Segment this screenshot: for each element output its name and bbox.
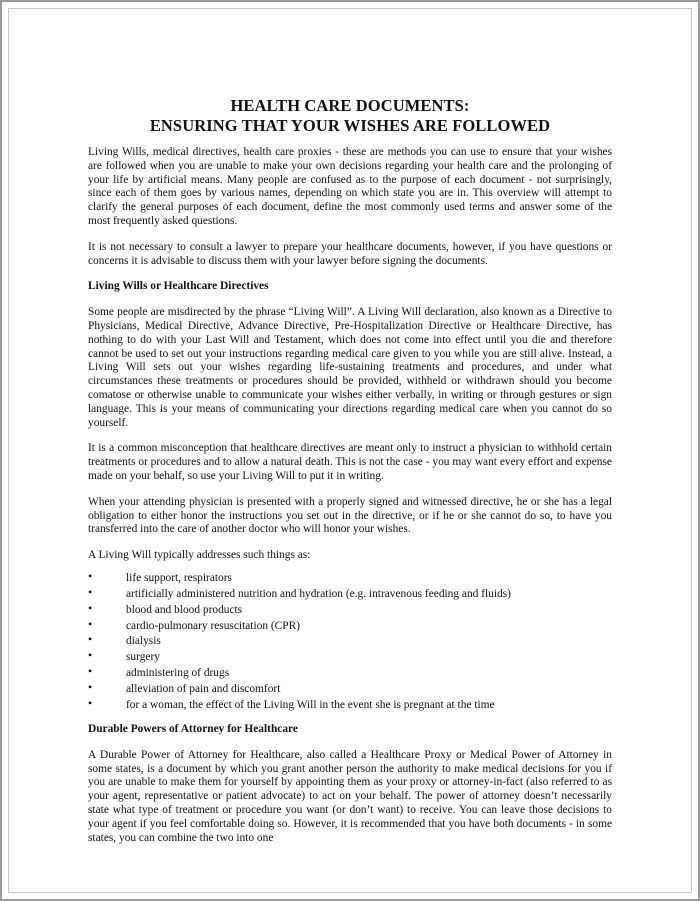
title-line-2: ENSURING THAT YOUR WISHES ARE FOLLOWED — [149, 116, 551, 135]
list-item — [88, 696, 612, 715]
bullet-icon: • — [88, 616, 93, 631]
section-heading-living-wills: Living Wills or Healthcare Directives — [88, 280, 269, 293]
list-item-text: dialysis — [126, 635, 161, 648]
title-line-1: HEALTH CARE DOCUMENTS: — [230, 96, 470, 115]
list-item — [88, 616, 612, 636]
intro-paragraph-1: Living Wills, medical directives, health care proxies - these are methods you can use to ensure that your wishes are followed when you are unable to make your own decisions regarding your health care and the prolonging of your life by artificial means. Many people are confused as to the purpose of each document - not surprisingly, since each of them goes by various names, depending on which state you are in. This overview will attempt to clarify the general purposes of each document, define the most commonly used terms and answer some of the most frequently asked questions. — [88, 146, 612, 227]
list-item — [88, 632, 612, 651]
durable-poa-paragraph-1: A Durable Power of Attorney for Healthcare, also called a Healthcare Proxy or Medical Power of Attorney in some states, is a document by which you grant another person the authority to make medical decisions for you if you are unable to make them for yourself by appointing them as your proxy or attorney-in-fact (also referred to as your agent, representative or patient advocate) to act on your behalf. The power of attorney doesn’t necessarily state what type of treatment or procedure you want (or don’t want) to receive. You can leave those decisions to your agent if you feel comfortable doing so. However, it is recommended that you have both documents - in some states, you can combine the two into one — [88, 748, 612, 844]
bullet-icon: • — [88, 696, 93, 711]
intro-paragraph-2: It is not necessary to consult a lawyer to prepare your healthcare documents, however, if you have questions or concerns it is advisable to discuss them with your lawyer before signing the documents. — [88, 240, 612, 267]
living-wills-paragraph-2: It is a common misconception that healthcare directives are meant only to instruct a physician to withhold certain treatments or procedures and to allow a natural death. This is not the case - you may want every effort and expense made on your behalf, so use your Living Will to put it in writing. — [88, 442, 612, 482]
document-page — [88, 96, 612, 845]
list-item — [88, 600, 612, 620]
list-item-text: administering of drugs — [126, 667, 230, 680]
bullet-icon: • — [88, 568, 93, 583]
list-item-text: blood and blood products — [126, 603, 243, 616]
document-title — [88, 96, 612, 136]
list-item — [88, 680, 612, 699]
list-item — [88, 664, 612, 683]
list-item-text: cardio-pulmonary resuscitation (CPR) — [126, 619, 300, 632]
living-wills-paragraph-1: Some people are misdirected by the phrase “Living Will”. A Living Will declaration, also known as a Directive to Physicians, Medical Directive, Advance Directive, Pre-Hospitalization Directive or Healthcare Directive, has nothing to do with your Last Will and Testament, which does not come into effect until you die and therefore cannot be used to set out your instructions regarding medical care given to you while you are still alive. Instead, a Living Will sets out your wishes regarding life-sustaining treatments and procedures, and under what circumstances these treatments or procedures should be provided, withheld or withdrawn should you become comatose or otherwise unable to communicate your wishes either verbally, in writing or through gestures or sign language. This is your means of communicating your directions regarding medical care when you cannot do so yourself. — [88, 306, 612, 429]
bullet-icon: • — [88, 648, 93, 663]
bullet-icon: • — [88, 680, 93, 695]
list-item — [88, 584, 612, 604]
list-item — [88, 568, 612, 588]
list-item-text: surgery — [126, 651, 160, 664]
living-will-topics-list — [88, 568, 612, 715]
list-item-text: artificially administered nutrition and hydration (e.g. intravenous feeding and fluids) — [126, 587, 511, 600]
living-wills-paragraph-3: When your attending physician is presented with a properly signed and witnessed directive, he or she has a legal obligation to either honor the instructions you set out in the directive, or if he or she cannot do so, to have you transferred into the care of another doctor who will honor your wishes. — [88, 495, 612, 536]
list-item — [88, 648, 612, 667]
list-intro: A Living Will typically addresses such things as: — [88, 549, 311, 562]
bullet-icon: • — [88, 584, 93, 599]
section-heading-durable-poa: Durable Powers of Attorney for Healthcare — [88, 722, 298, 735]
bullet-icon: • — [88, 664, 93, 679]
list-item-text: alleviation of pain and discomfort — [126, 683, 281, 696]
list-item-text: life support, respirators — [126, 571, 232, 584]
list-item-text: for a woman, the effect of the Living Will in the event she is pregnant at the time — [126, 699, 495, 712]
bullet-icon: • — [88, 600, 93, 615]
bullet-icon: • — [88, 632, 93, 647]
